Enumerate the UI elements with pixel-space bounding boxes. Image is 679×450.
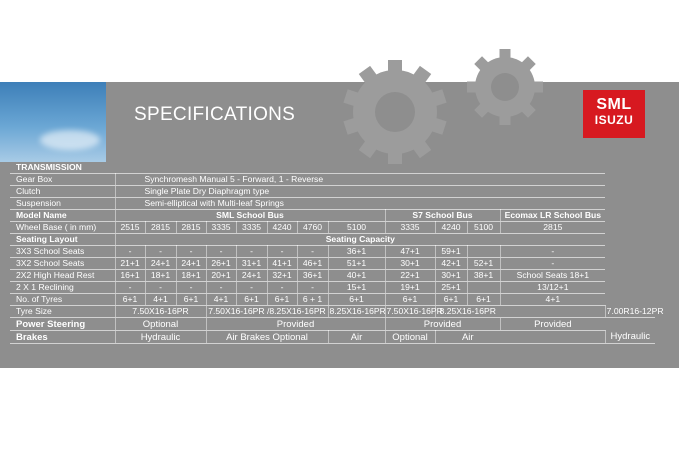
table-cell: - [115, 282, 145, 294]
table-row [10, 306, 655, 318]
table-cell: 46+1 [297, 258, 328, 270]
row-label: Brakes [10, 331, 115, 344]
row-label: No. of Tyres [10, 294, 115, 306]
table-cell: 30+1 [385, 258, 435, 270]
table-cell: 2815 [176, 222, 206, 234]
table-cell: 32+1 [267, 270, 297, 282]
gear-icon [467, 49, 543, 125]
table-cell: - [297, 282, 328, 294]
table-cell: 6+1 [267, 294, 297, 306]
table-cell: 6+1 [385, 294, 435, 306]
table-cell [467, 246, 500, 258]
table-cell: 2815 [500, 222, 605, 234]
table-cell: 4760 [297, 222, 328, 234]
gear-box-value: Synchromesh Manual 5 - Forward, 1 - Reverse [115, 174, 605, 186]
table-cell: Air Brakes Optional [206, 331, 328, 344]
row-label: 2X2 High Head Rest [10, 270, 115, 282]
row-label: Gear Box [10, 174, 115, 186]
row-label: Power Steering [10, 318, 115, 331]
row-label: 3X3 School Seats [10, 246, 115, 258]
table-row [10, 331, 655, 344]
row-label: 3X2 School Seats [10, 258, 115, 270]
table-cell: - [145, 282, 176, 294]
table-cell: 6+1 [176, 294, 206, 306]
table-cell: 22+1 [385, 270, 435, 282]
table-row [10, 174, 655, 186]
clutch-value: Single Plate Dry Diaphragm type [115, 186, 605, 198]
table-cell: 13/12+1 [500, 282, 605, 294]
table-cell: 6 + 1 [297, 294, 328, 306]
table-row [10, 318, 655, 331]
table-cell: - [267, 282, 297, 294]
table-cell: 19+1 [385, 282, 435, 294]
row-label: Seating Layout [10, 234, 115, 246]
table-cell: - [176, 246, 206, 258]
gears-graphic [330, 72, 560, 162]
table-cell: 42+1 [435, 258, 467, 270]
table-cell: 7.50X16-16PR /8.25X16-16PR [206, 306, 328, 318]
table-cell: 3335 [206, 222, 236, 234]
table-row [10, 270, 655, 282]
table-cell: Provided [385, 318, 500, 331]
table-cell: 3335 [236, 222, 267, 234]
table-cell: 36+1 [297, 270, 328, 282]
table-cell: 36+1 [328, 246, 385, 258]
seating-capacity-header: Seating Capacity [115, 234, 605, 246]
section-heading-transmission: TRANSMISSION [10, 162, 605, 174]
table-cell: - [115, 246, 145, 258]
table-cell [500, 331, 605, 344]
table-cell: 52+1 [467, 258, 500, 270]
table-row [10, 246, 655, 258]
model-sml-header: SML School Bus [115, 210, 385, 222]
table-cell: - [267, 246, 297, 258]
table-cell: 8.25X16-16PR [329, 306, 386, 317]
table-cell: 31+1 [236, 258, 267, 270]
table-cell: 24+1 [176, 258, 206, 270]
table-cell: School Seats 18+1 [500, 270, 605, 282]
model-ecomax-header: Ecomax LR School Bus [500, 210, 605, 222]
table-cell: 25+1 [435, 282, 467, 294]
table-row [10, 186, 655, 198]
page-title: SPECIFICATIONS [134, 104, 296, 125]
table-cell: - [206, 246, 236, 258]
table-cell: 20+1 [206, 270, 236, 282]
table-cell: - [500, 258, 605, 270]
table-cell: 38+1 [467, 270, 500, 282]
logo-line-2: ISUZU [594, 113, 634, 127]
table-cell: 4240 [435, 222, 467, 234]
table-cell: 59+1 [435, 246, 467, 258]
table-cell: 6+1 [115, 294, 145, 306]
table-cell: 6+1 [328, 294, 385, 306]
table-row [10, 234, 655, 246]
table-cell: 4240 [267, 222, 297, 234]
table-cell: 41+1 [267, 258, 297, 270]
spec-sheet [0, 82, 679, 368]
table-cell: 6+1 [435, 294, 467, 306]
table-cell: 26+1 [206, 258, 236, 270]
table-cell: 2815 [145, 222, 176, 234]
table-cell: 6+1 [467, 294, 500, 306]
table-row [10, 294, 655, 306]
table-cell: 3335 [385, 222, 435, 234]
table-cell: 5100 [467, 222, 500, 234]
table-cell: Optional [115, 318, 206, 331]
table-cell: 24+1 [145, 258, 176, 270]
table-row [10, 282, 655, 294]
table-cell: 24+1 [236, 270, 267, 282]
table-row [10, 222, 655, 234]
table-cell: Air [435, 331, 500, 344]
gear-icon [343, 60, 446, 164]
row-label: Tyre Size [10, 306, 115, 318]
row-label: Wheel Base ( in mm) [10, 222, 115, 234]
table-cell: 15+1 [328, 282, 385, 294]
table-cell: Provided [500, 318, 605, 331]
table-cell: 4+1 [206, 294, 236, 306]
table-cell: - [297, 246, 328, 258]
sml-isuzu-logo [583, 90, 645, 138]
table-cell: - [236, 282, 267, 294]
table-cell: Optional [385, 331, 435, 344]
row-label: 2 X 1 Reclining [10, 282, 115, 294]
table-cell: 30+1 [435, 270, 467, 282]
table-cell [467, 282, 500, 294]
table-cell: 18+1 [176, 270, 206, 282]
table-cell: Air [328, 331, 385, 344]
table-row [10, 198, 655, 210]
table-cell: - [206, 282, 236, 294]
table-cell: 4+1 [500, 294, 605, 306]
table-cell: 8.25X16-16PR [435, 306, 500, 318]
table-cell: - [236, 246, 267, 258]
table-cell: 16+1 [115, 270, 145, 282]
table-cell: 5100 [328, 222, 385, 234]
table-cell: 47+1 [385, 246, 435, 258]
table-cell: - [176, 282, 206, 294]
sky-photo [0, 82, 106, 162]
model-s7-header: S7 School Bus [385, 210, 500, 222]
table-cell: 7.50X16-16PR [115, 306, 206, 318]
table-cell [500, 306, 605, 318]
row-label: Model Name [10, 210, 115, 222]
table-row [10, 258, 655, 270]
table-cell: 4+1 [145, 294, 176, 306]
row-label: Clutch [10, 186, 115, 198]
table-cell: 40+1 [328, 270, 385, 282]
logo-line-1: SML [596, 96, 632, 113]
table-cell: 18+1 [145, 270, 176, 282]
table-row [10, 162, 655, 174]
row-label: Suspension [10, 198, 115, 210]
table-cell: - [145, 246, 176, 258]
table-cell: Provided [206, 318, 385, 331]
table-cell: 2515 [115, 222, 145, 234]
specifications-table [10, 162, 664, 344]
table-cell: 6+1 [236, 294, 267, 306]
table-cell: 7.00R16-12PR [606, 305, 664, 316]
table-cell: 21+1 [115, 258, 145, 270]
table-cell: Hydraulic [605, 331, 655, 344]
table-cell: 51+1 [328, 258, 385, 270]
table-cell: 7.50X16-16PR [386, 306, 443, 317]
table-cell: - [500, 246, 605, 258]
table-row [10, 210, 655, 222]
suspension-value: Semi-elliptical with Multi-leaf Springs [115, 198, 605, 210]
table-cell: Hydraulic [115, 331, 206, 344]
